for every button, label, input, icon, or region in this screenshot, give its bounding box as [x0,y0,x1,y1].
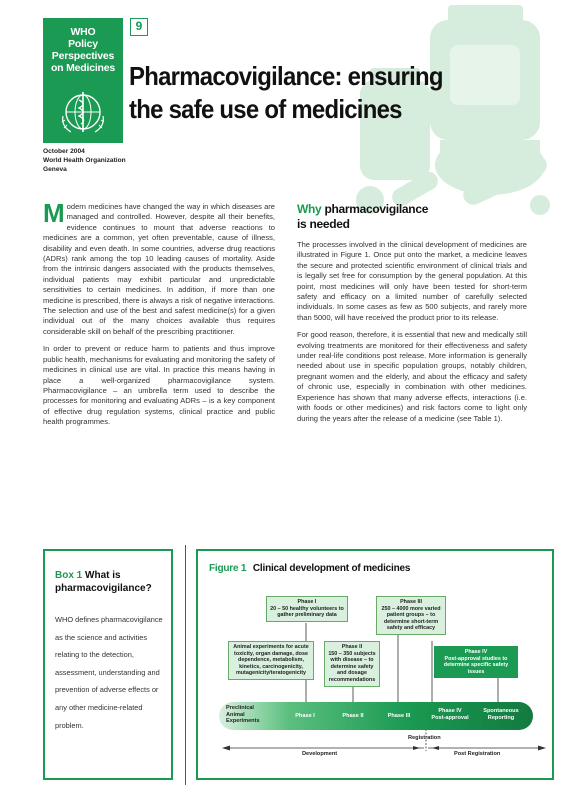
title-line: the safe use of medicines [129,94,402,124]
who-line: WHO [70,26,96,38]
box-heading: Phase I [297,599,317,605]
title-line: Pharmacovigilance: ensuring [129,61,443,91]
box-heading: What is pharmacovigilance? [55,570,152,594]
box-heading: Phase II [341,644,363,650]
tl-preclinical: Preclinical Animal Experiments [226,705,260,724]
box-heading: Phase IV [464,649,488,655]
heading-accent: Why [297,202,322,216]
box-body: WHO defines pharmacovigilance as the science and activities relating to the detection, assessment, understanding and prevention of adverse effects or any other medicine-related problem. [55,615,163,730]
phase-1-box [266,596,348,622]
phase-2-box [324,641,380,687]
animal-experiments-box [228,641,314,680]
who-logo-panel [43,18,123,143]
left-column [43,198,275,435]
figure-heading: Clinical development of medicines [252,563,411,574]
heading-text: is needed [297,217,350,231]
column-divider [185,545,186,785]
tl-phase-3: Phase III [387,713,411,719]
right-column [297,240,527,431]
who-line: Perspectives [51,50,115,62]
tl-phase-4-line: Phase IV [438,708,462,714]
post-registration-label: Post Registration [454,751,501,757]
who-line: on Medicines [50,62,116,74]
tl-phase-2: Phase II [342,713,364,719]
registration-label: Registration [408,735,441,741]
pub-city: Geneva [43,166,67,173]
box-text: Post-approval studies to determine specific safety issues [443,655,509,675]
paragraph: The processes involved in the clinical development of medicines are illustrated in Figure 1. Once put onto the market, a medicine leaves the secure and protected scientific environment of clinical trials and is legally set free for consumption by the general population. At this point, most medicines will only have been tested for short-term safety and efficacy on a limited number of carefully selected individuals. In some cases as few as 500 subjects, and rarely more than 5000, will have received the product prior to its release. [297,240,527,322]
tl-phase-1: Phase I [295,713,315,719]
box-text: 150 – 350 subjects with disease – to determine safety and dosage recommendations [328,650,376,683]
intro-paragraph [43,198,275,337]
drop-cap: M [43,198,65,228]
box-heading: Phase III [400,599,422,605]
who-emblem-icon [57,86,109,138]
section-heading [297,202,428,232]
tl-spontaneous-line: Spontaneous [483,708,519,714]
box-1 [43,549,173,780]
tl-phase-4 [430,708,470,721]
page-title [129,60,460,126]
pub-org: World Health Organization [43,157,126,164]
figure-label: Figure 1 [209,563,247,574]
phase-4-box [434,646,518,678]
figure-1 [196,549,554,780]
paragraph: In order to prevent or reduce harm to patients and thus improve public health, mechanisms for evaluating and monitoring the safety of medicines in clinical use are vital. In practice this means having in place a well-organized pharmacovigilance system. Pharmacovigilance – an umbrella term used to describe the processes for monitoring and evaluating ADRs – is a key component of effective drug regulation systems, clinical practice and public health programmes. [43,344,275,427]
box-title [55,569,170,595]
tl-phase-4-line: Post-approval [431,714,469,721]
heading-text: pharmacovigilance [321,202,429,216]
box-text: 250 – 4000 more varied patient groups – to determine short-term safety and efficacy [381,605,441,632]
paragraph: For good reason, therefore, it is essential that new and medically still evolving treatments are monitored for their effectiveness and safety under real-life conditions post release. More information is generally needed about use in specific population groups, notably children, pregnant women and the elderly, and about the efficacy and safety of chronic use, especially in combination with other medicines. Experience has shown that many adverse effects, interactions (i.e. with foods or other medicines) and risk factors come to light only during the years after the release of a medicine (see Table 1). [297,330,527,423]
publication-info [43,147,126,174]
box-text: Animal experiments for acute toxicity, organ damage, dose dependence, metabolism, kinetics, carcinogenicity, mutagenicity/teratogenicity [233,644,309,677]
tl-spontaneous [480,708,522,721]
box-text: 20 – 50 healthy volunteers to gather preliminary data [270,605,344,619]
pub-date: October 2004 [43,148,85,155]
issue-number: 9 [130,18,148,36]
who-line: Policy [68,38,98,50]
intro-text: odern medicines have changed the way in which diseases are managed and controlled. However, despite all their benefits, evidence continues to mount that adverse reactions to medicines are a common, yet often preventable, cause of illness, disability and even death. In some countries, adverse drug reactions (ADRs) rank among the top 10 leading causes of mortality. Aside from the intrinsic dangers associated with the products themselves, individual patients may exhibit particular and unpredictable sensitivities to certain medicines. In addition, if more than one medicine is prescribed, there is always a risk of negative interactions. The selection and use of the best and safest medicine(s) for a given individual out of the many choices available thus requires considerable skill on behalf of the prescribing practitioner. [43,202,275,336]
tl-spontaneous-line: Reporting [487,714,515,721]
development-label: Development [302,751,338,757]
phase-3-box [376,596,446,635]
box-label: Box 1 [55,570,83,581]
